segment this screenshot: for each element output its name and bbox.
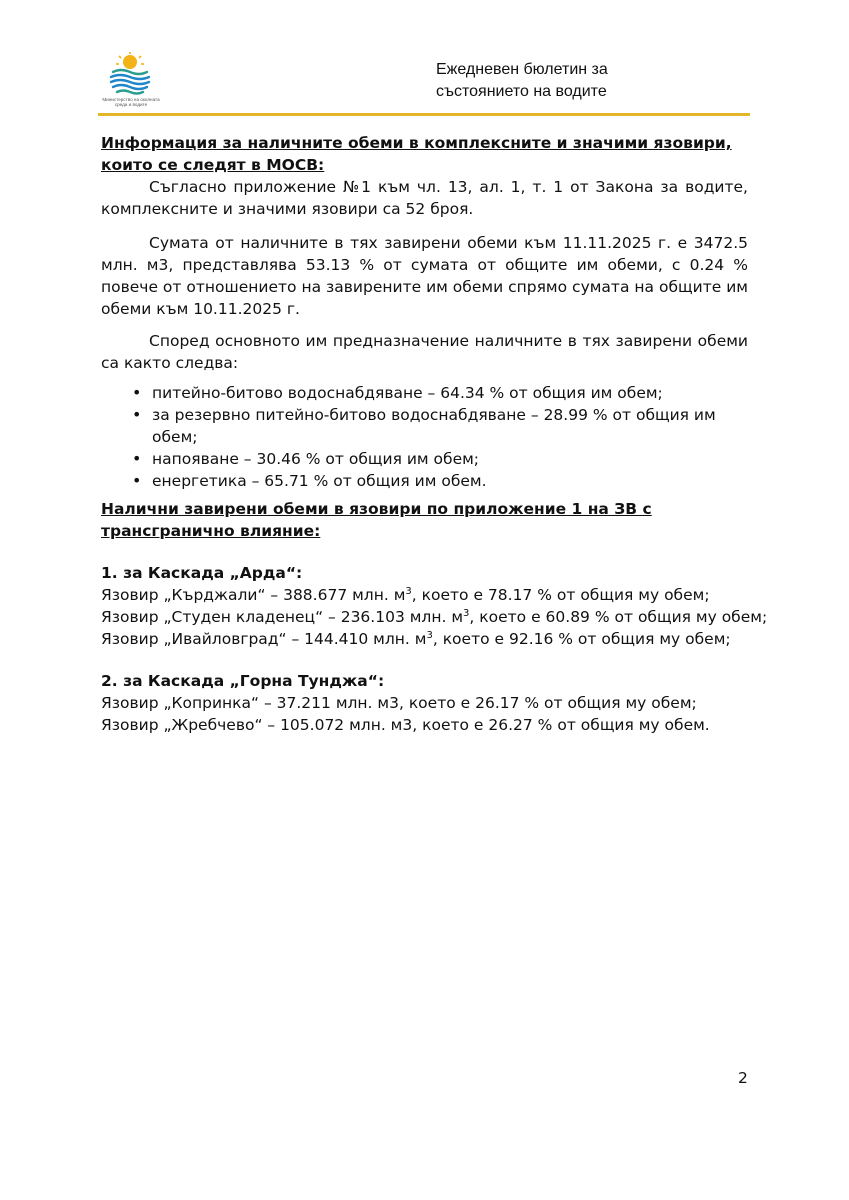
cascade-gorna-tundzha-title: 2. за Каскада „Горна Тунджа“: (101, 672, 385, 690)
list-item: • енергетика – 65.71 % от общия им обем. (101, 470, 748, 492)
section2-heading: Налични завирени обеми в язовири по приложение 1 на ЗВ с трансгранично влияние: (101, 500, 652, 540)
purpose-list (101, 382, 748, 492)
cascade-arda-title: 1. за Каскада „Арда“: (101, 564, 303, 582)
reservoir-line: Язовир „Жребчево“ – 105.072 млн. м3, което е 26.27 % от общия му обем. (101, 716, 710, 734)
bulletin-title-line2: състоянието на водите (436, 83, 607, 100)
reservoir-line: Язовир „Ивайловград“ – 144.410 млн. $м^3$, което е 92.16 % от общия му обем; (101, 629, 731, 648)
section1-para1: Съгласно приложение №1 към чл. 13, ал. 1, т. 1 от Закона за водите, комплексните и значими язовири са 52 броя. (101, 178, 748, 218)
page-number: 2 (738, 1069, 748, 1087)
section1-heading: Информация за наличните обеми в комплексните и значими язовири, които се следят в МОСВ: (101, 134, 732, 174)
list-item: • питейно-битово водоснабдяване – 64.34 % от общия им обем; (101, 382, 748, 404)
bulletin-title (436, 59, 608, 103)
reservoir-line: Язовир „Студен кладенец“ – 236.103 млн. $м^3$, което е 60.89 % от общия му обем; (101, 607, 768, 626)
reservoir-line: Язовир „Кърджали“ – 388.677 млн. $м^3$, което е 78.17 % от общия му обем; (101, 585, 710, 604)
reservoir-line: Язовир „Копринка“ – 37.211 млн. м3, което е 26.17 % от общия му обем; (101, 694, 697, 712)
section1-para3: Според основното им предназначение наличните в тях завирени обеми са както следва: (101, 332, 748, 372)
section1-para2: Сумата от наличните в тях завирени обеми към 11.11.2025 г. е 3472.5 млн. м3, представлява 53.13 % от сумата от общите им обеми, с 0.24 % повече от отношението на завирените им обеми спрямо сумата на общите им обеми към 10.11.2025 г. (101, 234, 748, 318)
list-item: • напояване – 30.46 % от общия им обем; (101, 448, 748, 470)
bulletin-title-line1: Ежедневен бюлетин за (436, 61, 608, 78)
page-header (0, 0, 849, 116)
list-item: • за резервно питейно-битово водоснабдяване – 28.99 % от общия им обем; (101, 404, 748, 448)
document-body (101, 132, 768, 736)
logo-caption: Министерство на околната среда и водите (102, 97, 160, 107)
header-rule (98, 113, 750, 116)
